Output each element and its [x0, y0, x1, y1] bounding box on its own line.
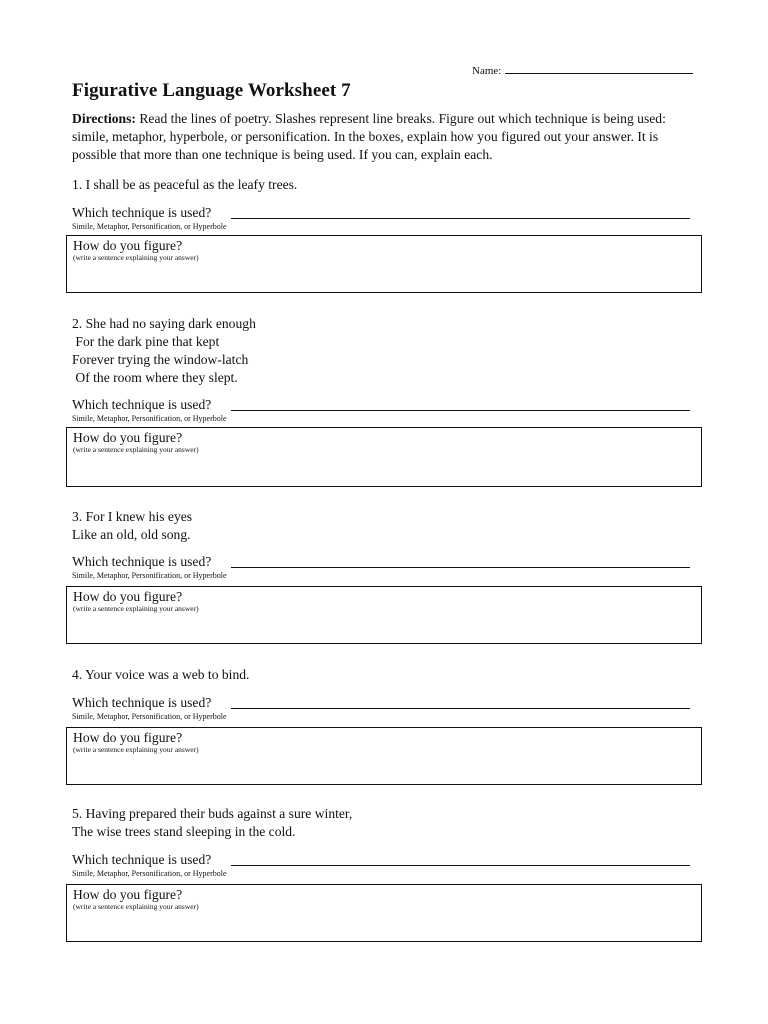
poem-line: For the dark pine that kept — [72, 334, 220, 349]
technique-label: Which technique is used? — [72, 852, 212, 867]
explanation-box[interactable] — [66, 884, 702, 942]
name-label: Name: — [472, 65, 502, 77]
box-hint: (write a sentence explaining your answer) — [73, 253, 199, 262]
technique-label: Which technique is used? — [72, 397, 212, 412]
box-title: How do you figure? — [73, 730, 183, 745]
technique-hint: Simile, Metaphor, Personification, or Hyperbole — [72, 222, 227, 231]
directions-text: Read the lines of poetry. Slashes represent line breaks. Figure out which technique is being used: simile, metaphor, hyperbole, or personification. In the boxes, explain how you figured out your answer. It is possible that more than one technique is being used. If you can, explain each. — [72, 111, 666, 162]
technique-answer[interactable] — [72, 695, 712, 711]
technique-blank-line[interactable] — [231, 708, 690, 709]
poem-line: Of the room where they slept. — [72, 370, 238, 385]
technique-blank-line[interactable] — [231, 567, 690, 568]
name-field[interactable] — [472, 64, 693, 77]
box-title: How do you figure? — [73, 238, 183, 253]
poem-line: 5. Having prepared their buds against a sure winter, — [72, 806, 353, 821]
box-hint: (write a sentence explaining your answer) — [73, 604, 199, 613]
technique-hint: Simile, Metaphor, Personification, or Hyperbole — [72, 712, 227, 721]
explanation-box[interactable] — [66, 727, 702, 785]
explanation-box[interactable] — [66, 586, 702, 644]
technique-label: Which technique is used? — [72, 554, 212, 569]
question-4 — [72, 666, 712, 785]
directions-label: Directions: — [72, 111, 136, 126]
box-title: How do you figure? — [73, 589, 183, 604]
technique-answer[interactable] — [72, 852, 712, 868]
directions — [72, 110, 704, 164]
technique-blank-line[interactable] — [231, 865, 690, 866]
explanation-box[interactable] — [66, 235, 702, 293]
technique-answer[interactable] — [72, 205, 712, 221]
poem-line: 4. Your voice was a web to bind. — [72, 667, 250, 682]
poem-line: The wise trees stand sleeping in the cold. — [72, 824, 296, 839]
box-hint: (write a sentence explaining your answer) — [73, 745, 199, 754]
box-title: How do you figure? — [73, 887, 183, 902]
worksheet-title: Figurative Language Worksheet 7 — [72, 80, 351, 101]
technique-answer[interactable] — [72, 397, 712, 413]
technique-blank-line[interactable] — [231, 410, 690, 411]
poem-line: Forever trying the window-latch — [72, 352, 249, 367]
technique-hint: Simile, Metaphor, Personification, or Hyperbole — [72, 414, 227, 423]
poem-line: 3. For I knew his eyes — [72, 509, 193, 524]
poem-line: Like an old, old song. — [72, 527, 191, 542]
technique-blank-line[interactable] — [231, 218, 690, 219]
question-2 — [72, 315, 712, 487]
technique-answer[interactable] — [72, 554, 712, 570]
box-hint: (write a sentence explaining your answer) — [73, 902, 199, 911]
question-1 — [72, 176, 712, 293]
technique-hint: Simile, Metaphor, Personification, or Hyperbole — [72, 869, 227, 878]
box-hint: (write a sentence explaining your answer) — [73, 445, 199, 454]
poem-line: 2. She had no saying dark enough — [72, 316, 256, 331]
technique-label: Which technique is used? — [72, 205, 212, 220]
explanation-box[interactable] — [66, 427, 702, 487]
question-3 — [72, 508, 712, 644]
technique-label: Which technique is used? — [72, 695, 212, 710]
name-blank-line[interactable] — [505, 64, 693, 74]
poem-line: 1. I shall be as peaceful as the leafy trees. — [72, 177, 298, 192]
question-5 — [72, 805, 712, 942]
box-title: How do you figure? — [73, 430, 183, 445]
technique-hint: Simile, Metaphor, Personification, or Hyperbole — [72, 571, 227, 580]
